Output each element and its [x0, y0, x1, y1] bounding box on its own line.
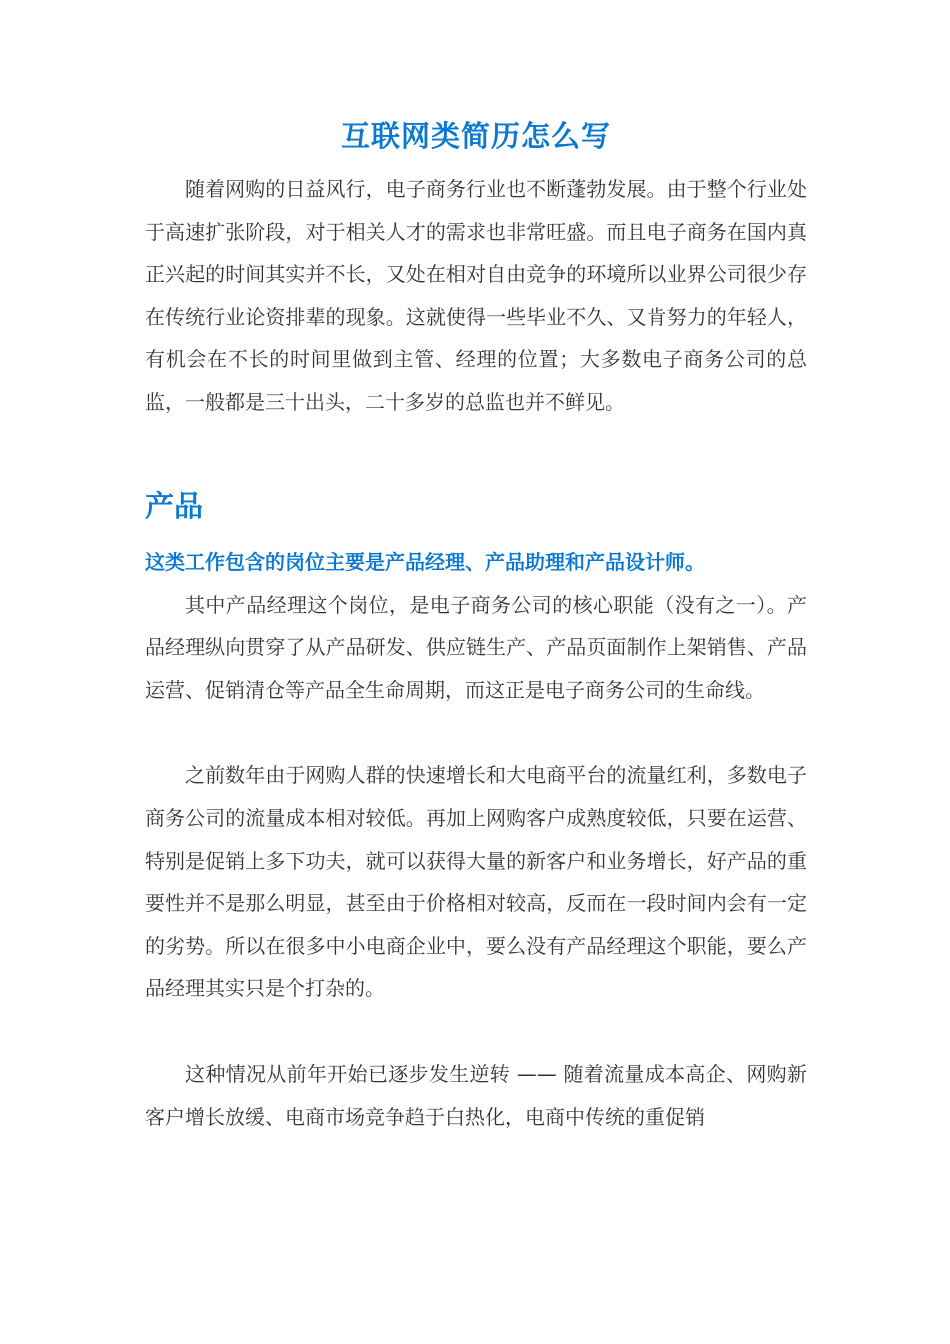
document-page	[145, 112, 807, 1138]
section-subheading: 这类工作包含的岗位主要是产品经理、产品助理和产品设计师。	[145, 549, 705, 574]
paragraph-spacer	[145, 1010, 807, 1053]
document-title: 互联网类简历怎么写	[340, 119, 611, 153]
body-paragraph-3: 这种情况从前年开始已逐步发生逆转 —— 随着流量成本高企、网购新客户增长放缓、电商市场竞争趋于白热化，电商中传统的重促销	[145, 1061, 807, 1129]
body-paragraph-2: 之前数年由于网购人群的快速增长和大电商平台的流量红利，多数电子商务公司的流量成本相对较低。再加上网购客户成熟度较低，只要在运营、特别是促销上多下功夫，就可以获得大量的新客户和业务增长，好产品的重要性并不是那么明显，甚至由于价格相对较高，反而在一段时间内会有一定的劣势。所以在很多中小电商企业中，要么没有产品经理这个职能，要么产品经理其实只是个打杂的。	[145, 763, 807, 1001]
intro-paragraph: 随着网购的日益风行，电子商务行业也不断蓬勃发展。由于整个行业处于高速扩张阶段，对于相关人才的需求也非常旺盛。而且电子商务在国内真正兴起的时间其实并不长，又处在相对自由竞争的环境所以业界公司很少存在传统行业论资排辈的现象。这就使得一些毕业不久、又肯努力的年轻人，有机会在不长的时间里做到主管、经理的位置；大多数电子商务公司的总监，一般都是三十出头，二十多岁的总监也并不鲜见。	[145, 177, 807, 414]
body-paragraph-1: 其中产品经理这个岗位，是电子商务公司的核心职能（没有之一）。产品经理纵向贯穿了从产品研发、供应链生产、产品页面制作上架销售、产品运营、促销清仓等产品全生命周期，而这正是电子商务公司的生命线。	[145, 592, 807, 702]
paragraph-spacer	[145, 711, 807, 754]
section-heading: 产品	[145, 488, 204, 523]
